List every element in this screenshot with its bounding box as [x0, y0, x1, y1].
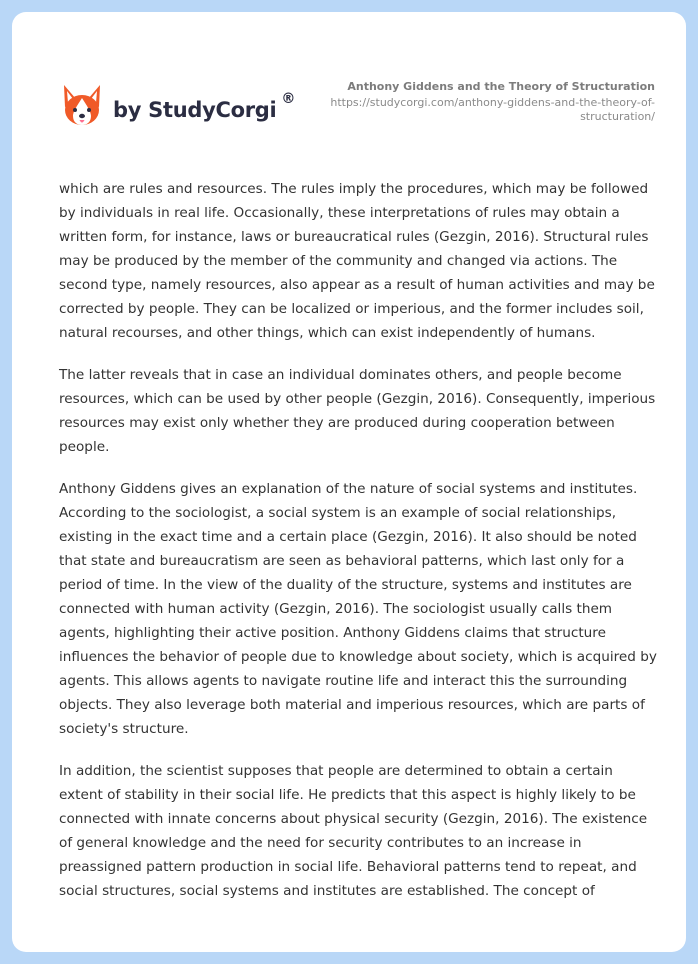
paragraph: which are rules and resources. The rules imply the procedures, which may be followed by individuals in real life. Occasionally, these interpretations of rules may obtain a written form, for instance, laws or bureaucratical rules (Gezgin, 2016). Structural rules may be produced by the member of the community and changed via actions. The second type, namely resources, also appear as a result of human activities and may be corrected by people. They can be localized or imperious, and the former includes soil, natural recourses, and other things, which can exist independently of humans.	[59, 181, 655, 341]
paragraph: In addition, the scientist supposes that people are determined to obtain a certain extent of stability in their social life. He predicts that this aspect is highly likely to be connected with innate concerns about physical security (Gezgin, 2016). The existence of general knowledge and the need for security contributes to an increase in preassigned pattern production in social life. Behavioral patterns tend to repeat, and social structures, social systems and institutes are established. The concept of	[59, 763, 648, 899]
registered-mark: ®	[281, 91, 296, 107]
document-title: Anthony Giddens and the Theory of Structuration	[347, 80, 655, 93]
paragraph: Anthony Giddens gives an explanation of the nature of social systems and institutes. According to the sociologist, a social system is an example of social relationships, existing in the exact time and a certain place (Gezgin, 2016). It also should be noted that state and bureaucratism are seen as behavioral patterns, which last only for a period of time. In the view of the duality of the structure, systems and institutes are connected with human activity (Gezgin, 2016). The sociologist usually calls them agents, highlighting their active position. Anthony Giddens claims that structure influences the behavior of people due to knowledge about society, which is acquired by agents. This allows agents to navigate routine life and interact this the surrounding objects. They also leverage both material and imperious resources, which are parts of society's structure.	[59, 481, 657, 737]
brand-name: by StudyCorgi	[113, 98, 277, 122]
document-url-line-2: structuration/	[580, 110, 655, 123]
document-url-line-1: https://studycorgi.com/anthony-giddens-and-the-theory-of-	[330, 96, 655, 109]
document-page	[12, 12, 686, 952]
studycorgi-logo[interactable]	[61, 78, 295, 134]
document-header-meta	[295, 80, 655, 124]
corgi-logo-icon	[61, 83, 103, 129]
paragraph: The latter reveals that in case an individual dominates others, and people become resources, which can be used by other people (Gezgin, 2016). Consequently, imperious resources may exist only whether they are produced during cooperation between people.	[59, 367, 656, 455]
document-url[interactable]	[295, 96, 655, 124]
document-body	[59, 177, 659, 921]
